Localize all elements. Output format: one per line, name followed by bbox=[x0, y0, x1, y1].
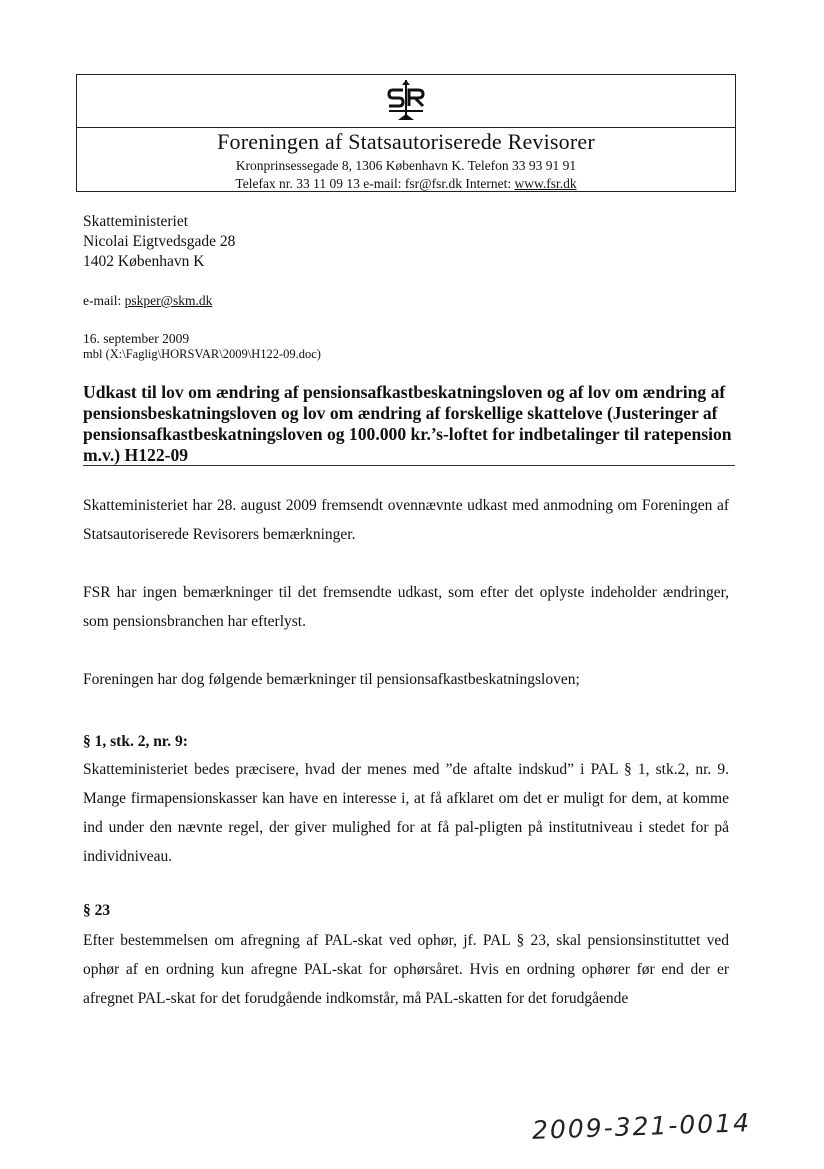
section-text-1: Skatteministeriet bedes præcisere, hvad der menes med ”de aftalte indskud” i PAL § 1, stk.2, nr. 9. Mange firmapensionskasser kan have en interesse i, at få afklaret om det er muligt for dem, at komme ind under den nævnte regel, der giver mulighed for at få pal-pligten på institutniveau i stedet for på individniveau. bbox=[83, 761, 729, 865]
fsr-logo-icon bbox=[385, 78, 427, 122]
letter-date: 16. september 2009 bbox=[83, 331, 190, 346]
header-divider bbox=[77, 127, 735, 128]
paragraph-no-remarks: FSR har ingen bemærkninger til det fremsendte udkast, som efter det oplyste indeholder ændringer, som pensionsbranchen har efterlyst. bbox=[83, 584, 729, 630]
paragraph-intro: Skatteministeriet har 28. august 2009 fremsendt ovennævnte udkast med anmodning om Foreningen af Statsautoriserede Revisorers bemærkninger. bbox=[83, 497, 729, 543]
title-underline bbox=[83, 465, 735, 466]
org-contact bbox=[77, 176, 735, 192]
recipient-name: Skatteministeriet bbox=[83, 213, 189, 230]
recipient-street: Nicolai Eigtvedsgade 28 bbox=[83, 233, 236, 250]
letterhead bbox=[76, 74, 736, 192]
recipient-email-link[interactable]: pskper@skm.dk bbox=[124, 293, 213, 308]
paragraph-remarks: Foreningen har dog følgende bemærkninger til pensionsafkastbeskatningsloven; bbox=[83, 671, 580, 688]
handwritten-note: 2009-321-0014 bbox=[531, 1108, 752, 1145]
org-address: Kronprinsessegade 8, 1306 København K. Telefon 33 93 91 91 bbox=[235, 158, 577, 173]
section-heading-1: § 1, stk. 2, nr. 9: bbox=[83, 733, 188, 750]
recipient-email bbox=[83, 293, 212, 309]
letter-title: Udkast til lov om ændring af pensionsafkastbeskatningsloven og af lov om ændring af pensionsbeskatningsloven og lov om ændring af forskellige skattelove (Justeringer af pensionsafkastbeskatningsloven og 100.000 kr.’s-loftet for indbetalinger til ratepension m.v.) H122-09 bbox=[83, 382, 732, 465]
recipient-city: 1402 København K bbox=[83, 253, 205, 270]
section-text-2: Efter bestemmelsen om afregning af PAL-skat ved ophør, jf. PAL § 23, skal pensionsinstituttet ved ophør af en ordning kun afregne PAL-skat for ophørsåret. Hvis en ordning ophører før end der er afregnet PAL-skat for det forudgående indkomstår, må PAL-skatten for det forudgående bbox=[83, 932, 729, 1007]
org-website-link[interactable]: www.fsr.dk bbox=[514, 176, 577, 191]
org-name: Foreningen af Statsautoriserede Revisorer bbox=[217, 129, 595, 154]
org-contact-text: Telefax nr. 33 11 09 13 e-mail: fsr@fsr.dk Internet: bbox=[235, 176, 515, 191]
section-heading-2: § 23 bbox=[83, 902, 111, 919]
file-reference: mbl (X:\Faglig\HORSVAR\2009\H122-09.doc) bbox=[83, 347, 321, 361]
email-label: e-mail: bbox=[83, 293, 125, 308]
